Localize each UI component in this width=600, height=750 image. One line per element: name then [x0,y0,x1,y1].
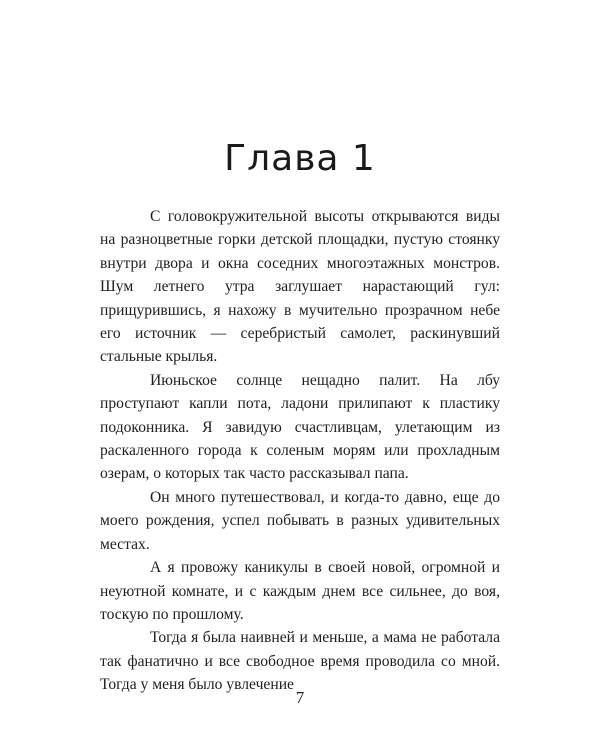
paragraph: С головокружительной высоты открываются виды на разноцветные горки детской площадки, пустую стоянку внутри двора и окна соседних многоэтажных монстров. Шум летнего утра заглушает нарастающий гул: прищурившись, я нахожу в мучительно прозрачном небе его источник — серебристый самолет, раскинувший стальные крылья. [100,208,500,366]
paragraph: А я провожу каникулы в своей новой, огромной и неуютной комнате, и с каждым днем все сильнее, до воя, тоскую по прошлому. [100,559,500,623]
paragraph: Июньское солнце нещадно палит. На лбу проступают капли пота, ладони прилипают к пластику подоконника. Я завидую счастливцам, улетающим из раскаленного города к соленым морям или прохладным озерам, о которых так часто рассказывал папа. [100,371,500,483]
page-number: 7 [295,688,305,707]
paragraph: Тогда я была наивней и меньше, а мама не работала так фанатично и все свободное время проводила со мной. Тогда у меня было увлечение [100,629,500,694]
body-text [100,205,500,697]
paragraph: Он много путешествовал, и когда-то давно, еще до моего рождения, успел побывать в разных удивительных местах. [100,488,500,553]
chapter-title: Глава 1 [224,138,376,179]
